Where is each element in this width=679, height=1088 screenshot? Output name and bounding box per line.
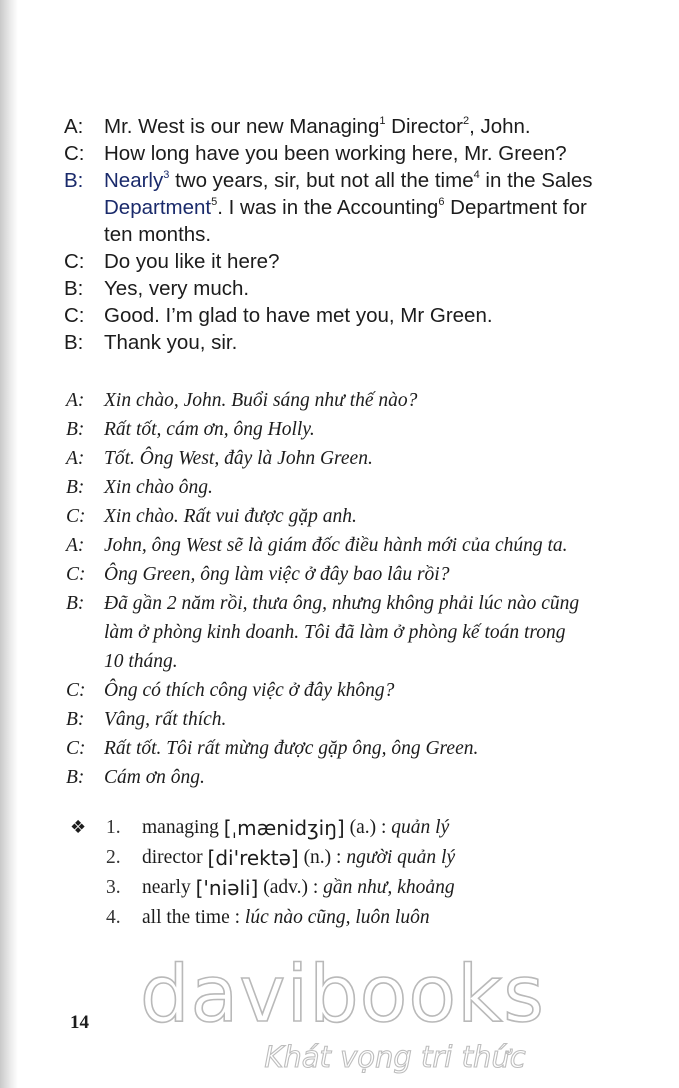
translation-line (66, 763, 666, 792)
translation-text: Xin chào ông. (104, 477, 213, 498)
vocab-word: nearly (142, 877, 191, 898)
speaker-label: C: (66, 738, 86, 759)
vocab-pos: (adv.) : (263, 877, 319, 898)
speaker-label: B: (66, 477, 85, 498)
translation-line (66, 531, 666, 560)
dialogue-line-continuation (64, 194, 664, 221)
vocab-pos: (n.) : (303, 847, 342, 868)
vocab-word: managing (142, 817, 219, 838)
speaker-label: A: (66, 390, 85, 411)
english-dialogue (64, 113, 664, 356)
dialogue-text: Department$^5$. I was in the Accounting$^6$ Department for (104, 196, 587, 219)
vocab-pos: (a.) : (349, 817, 387, 838)
speaker-label: C: (64, 304, 85, 327)
translation-line (66, 502, 666, 531)
vietnamese-translation (66, 386, 666, 792)
vocab-item (70, 903, 670, 933)
speaker-label: C: (64, 250, 85, 273)
dialogue-line (64, 275, 664, 302)
vocab-ipa: ['niəli] (195, 876, 259, 900)
footnote-marker: 6 (438, 196, 445, 208)
dialogue-line (64, 113, 664, 140)
translation-line (66, 705, 666, 734)
vocab-ipa: [ˌmænidʒiŋ] (223, 816, 345, 840)
translation-text: Cám ơn ông. (104, 767, 205, 788)
vocab-number: 3. (106, 877, 121, 898)
speaker-label: B: (64, 331, 84, 354)
translation-text: Rất tốt. Tôi rất mừng được gặp ông, ông Green. (104, 738, 479, 759)
vocab-meaning: gần như, khoảng (323, 877, 455, 898)
vocab-number: 1. (106, 817, 121, 838)
footnote-marker: 2 (462, 115, 470, 127)
dialogue-line (64, 140, 664, 167)
dialogue-text: Do you like it here? (104, 250, 280, 273)
speaker-label: B: (66, 709, 85, 730)
dialogue-line (64, 167, 664, 194)
speaker-label: B: (64, 169, 84, 192)
dialogue-line-continuation (64, 221, 664, 248)
dialogue-text: Mr. West is our new Managing$^1$ Director$^2$, John. (104, 115, 531, 138)
vocab-word: director (142, 847, 203, 868)
dialogue-text: Nearly$^3$ two years, sir, but not all the time$^4$ in the Sales (104, 169, 593, 192)
dialogue-text: Yes, very much. (104, 277, 250, 300)
vocab-ipa: [di'rektə] (207, 846, 299, 870)
speaker-label: B: (64, 277, 84, 300)
vocab-word: all the time (142, 907, 230, 928)
vocab-number: 4. (106, 907, 121, 928)
vocab-pos: : (234, 907, 241, 928)
dialogue-text: Good. I’m glad to have met you, Mr Green. (104, 304, 493, 327)
speaker-label: A: (66, 448, 85, 469)
translation-text: John, ông West sẽ là giám đốc điều hành mới của chúng ta. (104, 535, 568, 556)
translation-line-continuation (66, 647, 666, 676)
footnote-marker: 4 (473, 169, 480, 181)
speaker-label: A: (66, 535, 85, 556)
translation-text: 10 tháng. (104, 651, 178, 672)
dialogue-text: ten months. (104, 223, 212, 246)
translation-line (66, 415, 666, 444)
vocab-item (70, 843, 670, 873)
translation-line (66, 589, 666, 618)
footnote-marker: 3 (163, 169, 170, 181)
dialogue-text: How long have you been working here, Mr. Green? (104, 142, 567, 165)
translation-text: Ông có thích công việc ở đây không? (104, 680, 395, 701)
speaker-label: B: (66, 767, 85, 788)
vocabulary-notes (70, 813, 670, 933)
speaker-label: C: (66, 680, 86, 701)
translation-line-continuation (66, 618, 666, 647)
translation-line (66, 386, 666, 415)
translation-text: Rất tốt, cám ơn, ông Holly. (104, 419, 315, 440)
translation-line (66, 473, 666, 502)
diamond-bullet-icon: ❖ (70, 817, 87, 838)
translation-text: Đã gần 2 năm rồi, thưa ông, nhưng không phải lúc nào cũng (104, 593, 580, 614)
speaker-label: C: (66, 564, 86, 585)
vocab-item (70, 873, 670, 903)
watermark-tagline: Khát vọng tri thức (264, 1040, 526, 1074)
translation-line (66, 560, 666, 589)
vocab-meaning: người quản lý (346, 847, 456, 868)
translation-line (66, 734, 666, 763)
speaker-label: C: (64, 142, 85, 165)
page-edge-shadow (0, 0, 18, 1088)
vocab-meaning: lúc nào cũng, luôn luôn (244, 907, 430, 928)
translation-text: Xin chào. Rất vui được gặp anh. (104, 506, 357, 527)
speaker-label: C: (66, 506, 86, 527)
speaker-label: B: (66, 593, 85, 614)
translation-text: Ông Green, ông làm việc ở đây bao lâu rồi? (104, 564, 450, 585)
translation-text: Vâng, rất thích. (104, 709, 227, 730)
page-number: 14 (70, 1012, 89, 1033)
vocab-meaning: quản lý (391, 817, 450, 838)
translation-text: Xin chào, John. Buổi sáng như thế nào? (104, 390, 418, 411)
footnote-marker: 1 (379, 115, 386, 127)
dialogue-line (64, 302, 664, 329)
translation-text: Tốt. Ông West, đây là John Green. (104, 448, 373, 469)
dialogue-text: Thank you, sir. (104, 331, 238, 354)
dialogue-line (64, 329, 664, 356)
speaker-label: B: (66, 419, 85, 440)
translation-text: làm ở phòng kinh doanh. Tôi đã làm ở phòng kế toán trong (104, 622, 566, 643)
dialogue-line (64, 248, 664, 275)
speaker-label: A: (64, 115, 84, 138)
vocab-item (70, 813, 670, 843)
vocab-number: 2. (106, 847, 121, 868)
watermark-logo: davibooks (140, 950, 545, 1040)
translation-line (66, 676, 666, 705)
translation-line (66, 444, 666, 473)
footnote-marker: 5 (211, 196, 218, 208)
